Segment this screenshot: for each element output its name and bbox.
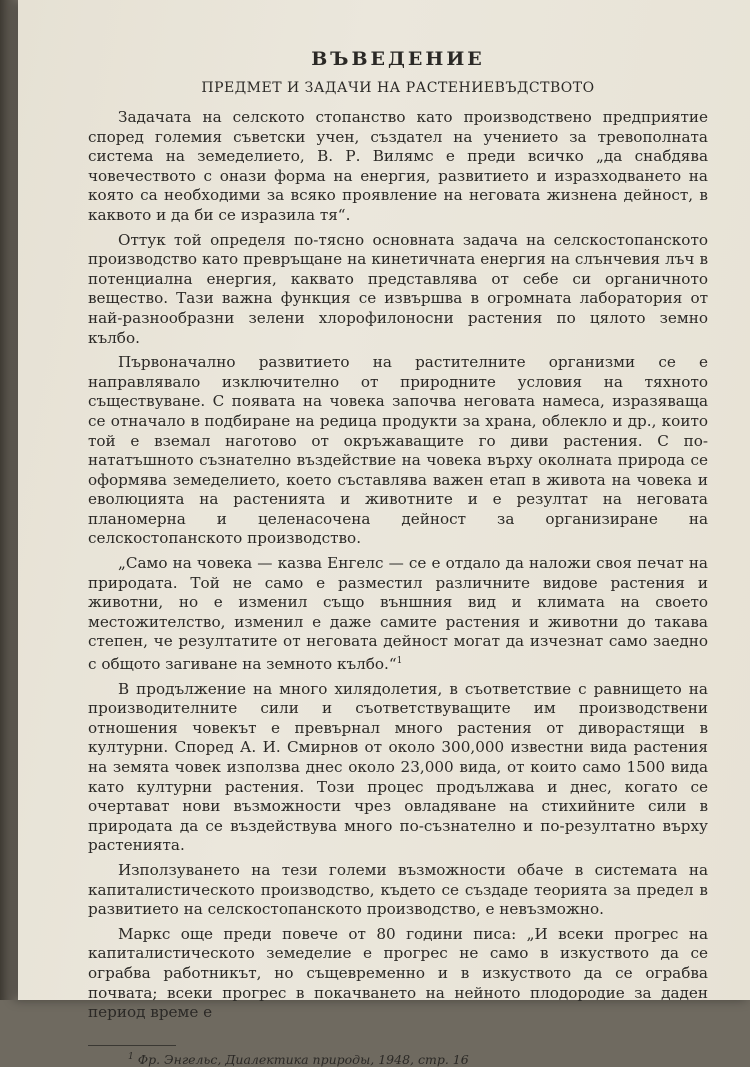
paragraph-5: В продължение на много хилядолетия, в съответствие с равнището на производителните сили и съответствуващите им производствени отношения човекът е превърнал много растения от диворастящи в културни. Според А. И. Смирнов от около 300,000 известни вида растения на земята човек използва днес около 23,000 вида, от които само 1500 вида като културни растения. Този процес продължава и днес, когато се очертават нови възможности чрез овладяване на стихийните сили в природата да се въздействува много по-съзнателно и по-резултатно върху растенията. (88, 679, 708, 855)
paragraph-6: Използуването на тези големи възможности обаче в системата на капиталистическото производство, където се създаде теорията за предел в развитието на селскостопанското производство, е невъзможно. (88, 861, 708, 919)
paragraph-2: Оттук той определя по-тясно основната задача на селскостопанското производство като превръщане на кинетичната енергия на слънчевия лъч в потенциална енергия, каквато представлява от себе си органичното вещество. Тази важна функция се извършва в огромната лаборатория от най-разнообразни зелени хлорофилоносни растения по цялото земно кълбо. (88, 230, 708, 347)
footnote (88, 1052, 708, 1067)
chapter-subtitle: ПРЕДМЕТ И ЗАДАЧИ НА РАСТЕНИЕВЪДСТВОТО (201, 80, 595, 96)
quote-text: „Само на човека — казва Енгелс — се е отдало да наложи своя печат на природата. Той не само е разместил различните видове растения и животни, но е изменил също външния вид и климата на своето местожителство, изменил е даже самите растения и животни до такава степен, че резултатите от неговата дейност могат да изчезнат само заедно с общото загиване на земното кълбо.“ (88, 554, 708, 674)
paragraph-1: Задачата на селското стопанство като производствено предприятие според големия съветски учен, създател на учението за тревополната система на земеделието, В. Р. Вилямс е преди всичко „да снабдява човечеството с онази форма на енергия, развитието и изразходването на която са необходими за всяко проявление на неговата жизнена дейност, в каквото и да би се изразила тя“. (88, 108, 708, 224)
paragraph-3: Първоначално развитието на растителните организми се е направлявало изключително от природните условия на тяхното съществуване. С появата на човека започва неговата намеса, изразяваща се отначало в подбиране на редица продукти за храна, облекло и др., които той е вземал наготово от окръжаващите го диви растения. С по-нататъшното съзнателно въздействие на човека върху околната природа се оформява земеделието, което съставлява важен етап в живота на човека и еволюцията на растенията и животните и е резултат на неговата планомерна и целенасочена дейност за организиране на селскостопанското производство. (88, 353, 708, 548)
quote-paragraph (88, 554, 708, 675)
book-gutter-shadow (0, 0, 18, 1000)
footnote-divider (88, 1045, 176, 1046)
footnote-text: Фр. Энгельс, Диалектика природы, 1948, стр. 16 (137, 1051, 469, 1067)
book-page (18, 0, 750, 1067)
chapter-title: ВЪВЕДЕНИЕ (311, 48, 485, 70)
paragraph-7: Маркс още преди повече от 80 години писа: „И всеки прогрес на капиталистическото земеделие е прогрес не само в изкуството да се ограбва работникът, но същевременно и в изкуството да се ограбва почвата; всеки прогрес в покачването на нейното плодородие за даден период време е (88, 924, 708, 1022)
page-content (88, 48, 708, 1067)
footnote-number: 1 (128, 1051, 134, 1062)
footnote-ref: 1 (396, 656, 403, 667)
